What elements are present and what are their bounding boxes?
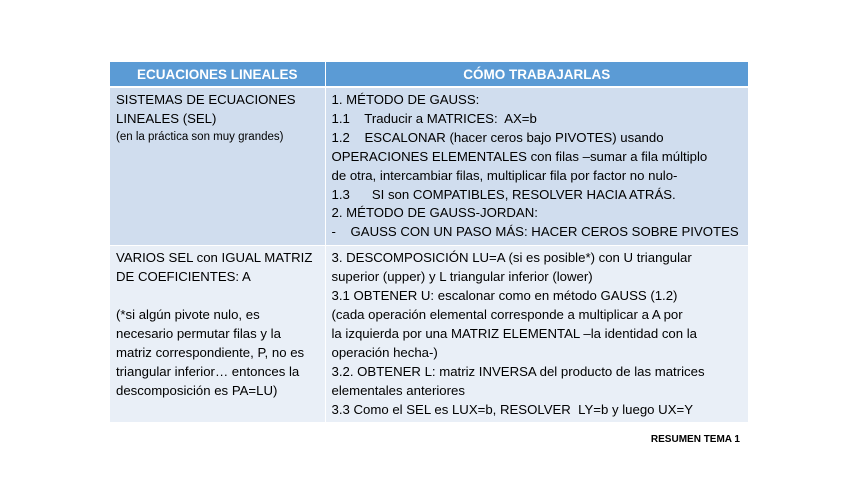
row1-right-line: 2. MÉTODO DE GAUSS-JORDAN: xyxy=(331,205,538,221)
row1-right-cell xyxy=(325,87,748,246)
header-ecuaciones-lineales: ECUACIONES LINEALES xyxy=(110,62,325,87)
row1-right-line: 1. MÉTODO DE GAUSS: xyxy=(331,92,480,107)
row2-left-cell xyxy=(110,246,325,423)
row2-right-line: operación hecha-) xyxy=(331,344,438,360)
summary-table xyxy=(110,62,748,422)
header-como-trabajarlas: CÓMO TRABAJARLAS xyxy=(325,62,748,87)
row1-right-line: 1.3 SI son COMPATIBLES, RESOLVER HACIA ATRÁS. xyxy=(331,186,676,202)
row2-left-note-line: (*si algún pivote nulo, es xyxy=(116,307,260,323)
table-row xyxy=(110,246,748,423)
row2-right-line: superior (upper) y L triangular inferior (lower) xyxy=(331,269,593,285)
row2-left-note-line: necesario permutar filas y la xyxy=(116,325,281,341)
row2-left-note-line: descomposición es PA=LU) xyxy=(116,382,278,398)
row1-right-line: - GAUSS CON UN PASO MÁS: HACER CEROS SOBRE PIVOTES xyxy=(331,224,739,240)
row1-left-line: LINEALES (SEL) xyxy=(116,110,217,126)
row1-right-line: 1.2 ESCALONAR (hacer ceros bajo PIVOTES) usando xyxy=(331,129,664,145)
row2-right-line: elementales anteriores xyxy=(331,382,465,398)
row1-right-line: OPERACIONES ELEMENTALES con filas –sumar a fila múltiplo xyxy=(331,148,708,164)
row1-left-cell xyxy=(110,87,325,246)
table-row xyxy=(110,87,748,246)
row2-right-line: 3.3 Como el SEL es LUX=b, RESOLVER LY=b y luego UX=Y xyxy=(331,401,694,417)
row2-left-note-line: triangular inferior… entonces la xyxy=(116,363,300,379)
spacer xyxy=(116,287,319,306)
row2-right-line: (cada operación elemental corresponde a multiplicar a A por xyxy=(331,306,683,322)
footer-label: RESUMEN TEMA 1 xyxy=(650,434,740,445)
row2-left-line: DE COEFICIENTES: A xyxy=(116,269,251,285)
row2-left-note-line: matriz correspondiente, P, no es xyxy=(116,344,305,360)
row2-right-line: 3.1 OBTENER U: escalonar como en método GAUSS (1.2) xyxy=(331,288,678,304)
row2-right-line: 3. DESCOMPOSICIÓN LU=A (si es posible*) con U triangular xyxy=(331,250,692,266)
row2-right-cell xyxy=(325,246,748,423)
row1-left-line: SISTEMAS DE ECUACIONES xyxy=(116,92,296,107)
row1-right-line: de otra, intercambiar filas, multiplicar fila por factor no nulo- xyxy=(331,167,678,183)
row1-right-line: 1.1 Traducir a MATRICES: AX=b xyxy=(331,110,537,126)
row2-right-line: la izquierda por una MATRIZ ELEMENTAL –la identidad con la xyxy=(331,325,698,341)
row2-right-line: 3.2. OBTENER L: matriz INVERSA del producto de las matrices xyxy=(331,363,705,379)
row2-left-line: VARIOS SEL con IGUAL MATRIZ xyxy=(116,250,313,266)
row1-left-note: (en la práctica son muy grandes) xyxy=(116,130,284,143)
table-header-row xyxy=(110,62,748,87)
